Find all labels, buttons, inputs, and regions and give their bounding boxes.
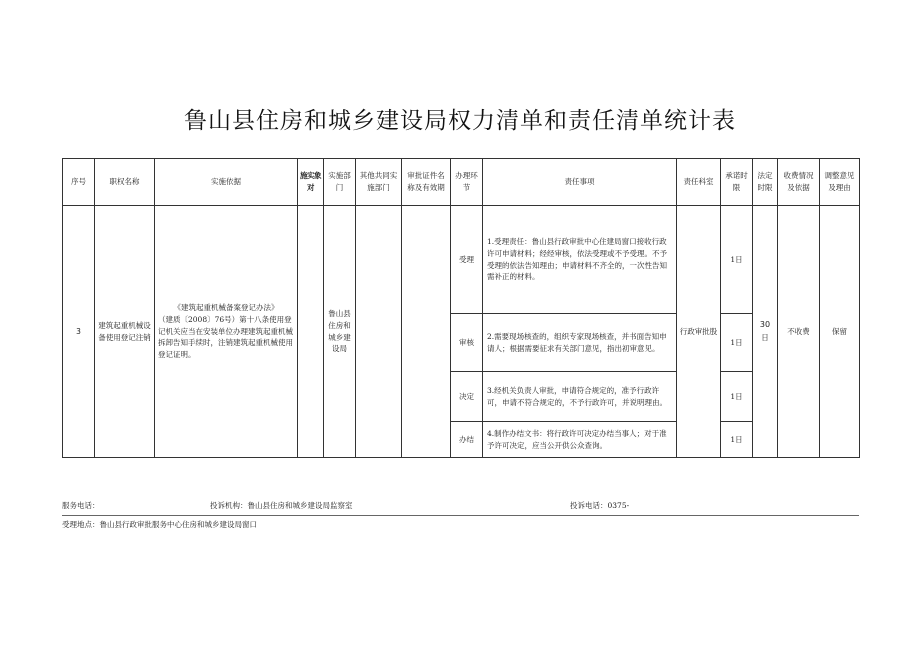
cell-seq: 3 [63,206,95,458]
cell-office: 行政审批股 [677,206,721,458]
step-name: 办结 [451,422,483,458]
page-title: 鲁山县住房和城乡建设局权力清单和责任清单统计表 [184,108,736,134]
header-docs: 审批证件名称及有效期 [402,159,451,206]
header-dept: 实施部门 [324,159,356,206]
step-promise: 1日 [721,314,753,372]
step-duty: 4.制作办结文书：将行政许可决定办结当事人；对于准予许可决定，应当公开供公众查询。 [483,422,677,458]
cell-adjust: 保留 [820,206,860,458]
step-promise: 1日 [721,206,753,314]
service-location: 受理地点：鲁山县行政审批服务中心住房和城乡建设局窗口 [62,520,257,529]
header-duties: 责任事项 [483,159,677,206]
step-duty: 3.经机关负责人审批，申请符合规定的，准予行政许可，申请不符合规定的，不予行政许可，并说明理由。 [483,372,677,422]
legal-unit: 日 [761,332,769,342]
cell-legal [753,206,778,458]
step-promise: 1日 [721,422,753,458]
header-co-dept: 其他共同实施部门 [356,159,402,206]
header-adjust: 调整意见及理由 [820,159,860,206]
service-phone: 服务电话： [62,501,100,510]
cell-dept: 鲁山县住房和城乡建设局 [324,206,356,458]
step-duty: 2.需要现场核查的，组织专家现场核查，并书面告知申请人；根据需要征求有关部门意见，指出初审意见。 [483,314,677,372]
power-responsibility-table [62,158,860,458]
step-name: 审核 [451,314,483,372]
basis-title: 《建筑起重机械备案登记办法》 [173,303,279,313]
step-promise: 1日 [721,372,753,422]
table-row [63,206,860,314]
complaint-phone: 投诉电话：0375- [570,501,630,510]
cell-subject [298,206,324,458]
header-legal: 法定时限 [753,159,778,206]
header-promise: 承诺时限 [721,159,753,206]
table-header-row [63,159,860,206]
header-seq: 序号 [63,159,95,206]
header-step: 办理环节 [451,159,483,206]
header-basis: 实施依据 [155,159,298,206]
step-name: 受理 [451,206,483,314]
header-subject: 施实象对 [298,159,324,206]
cell-fee: 不收费 [778,206,820,458]
cell-power-name: 建筑起重机械设备使用登记注销 [95,206,155,458]
step-duty: 1.受理责任：鲁山县行政审批中心住建局窗口接收行政许可申请材料；经经审核，依法受理或不予受理。不予受理的依法告知理由；申请材料不齐全的，一次性告知需补正的材料。 [483,206,677,314]
header-power-name: 职权名称 [95,159,155,206]
cell-docs [402,206,451,458]
basis-text: （建质〔2008〕76号）第十八条使用登记机关应当在安装单位办理建筑起重机械拆卸告知手续时，注销建筑起重机械使用登记证明。 [158,315,293,359]
header-fee: 收费情况及依据 [778,159,820,206]
legal-days: 30 [759,320,771,330]
cell-co-dept [356,206,402,458]
step-name: 决定 [451,372,483,422]
cell-basis [155,206,298,458]
footer-divider [62,515,859,516]
complaint-org: 投诉机构：鲁山县住房和城乡建设局监察室 [210,501,353,510]
header-office: 责任科室 [677,159,721,206]
